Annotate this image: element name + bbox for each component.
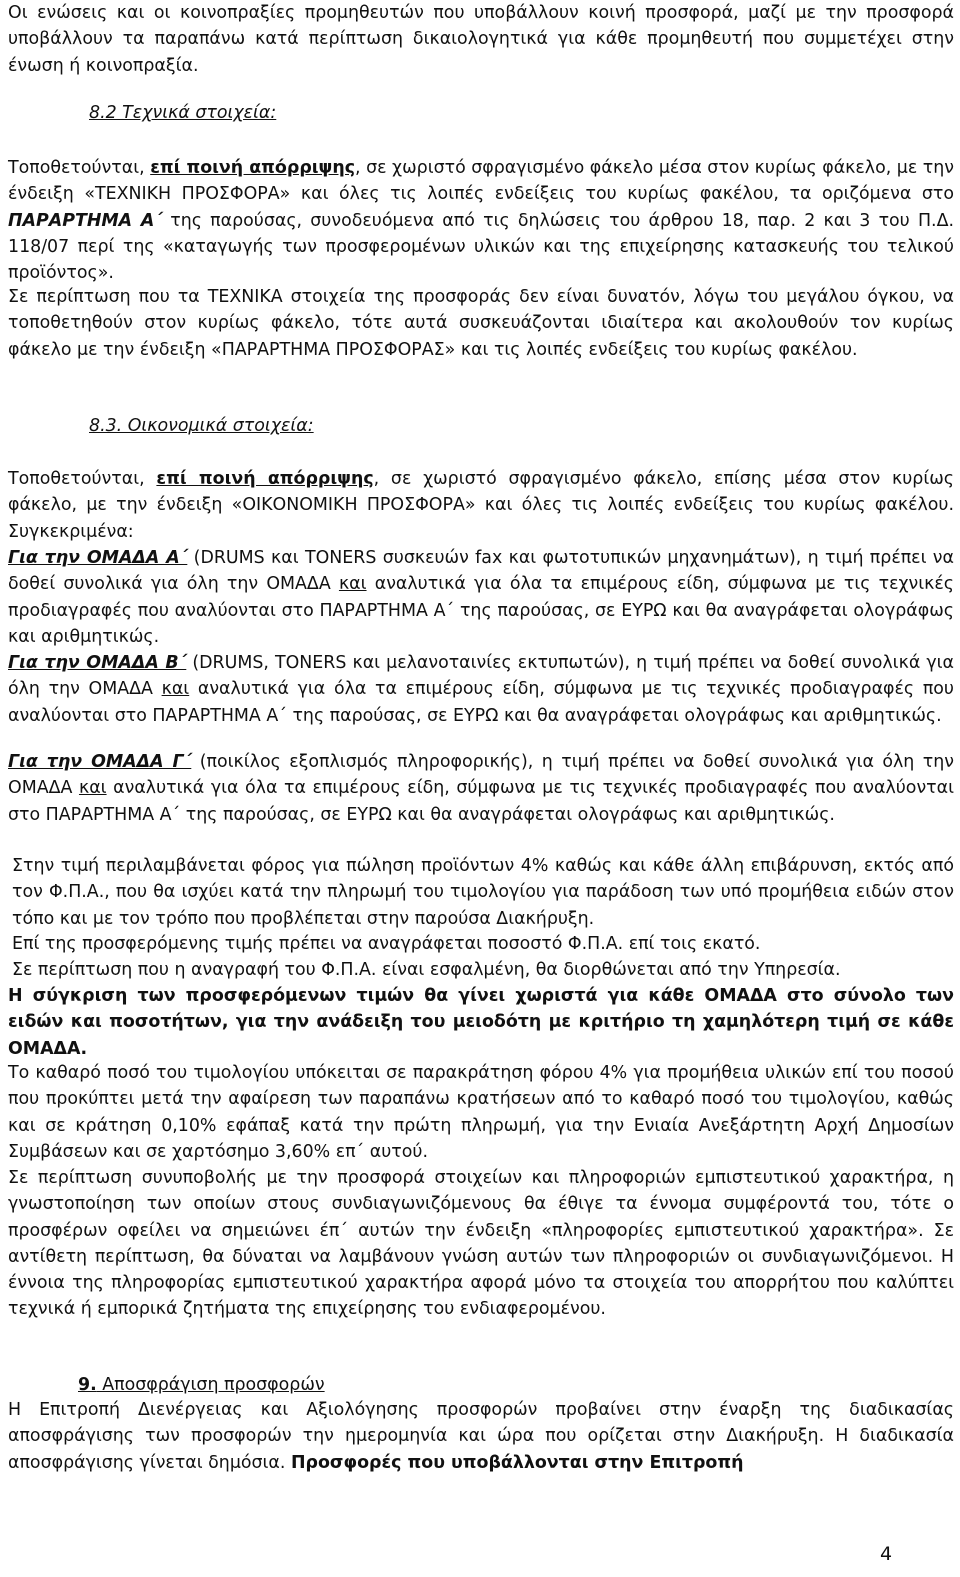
section-8-3-title: 8.3. Οικονομικά στοιχεία:	[89, 416, 314, 436]
vat-note-1: Επί της προσφερόμενης τιμής πρέπει να αναγράφεται ποσοστό Φ.Π.Α. επί τοις εκατό.	[12, 934, 761, 954]
section-8-2-heading	[89, 100, 276, 126]
comparison-paragraph: Η σύγκριση των προσφερόμενων τιμών θα γίνει χωριστά για κάθε ΟΜΑΔΑ στο σύνολο των ειδών και ποσοτήτων, για την ανάδειξη του μειοδότη με κριτήριο τη χαμηλότερη τιμή σε κάθε ΟΜΑΔΑ.	[8, 986, 954, 1059]
section-8-3-heading	[89, 413, 314, 439]
penalty-emphasis: επί ποινή απόρριψης	[156, 469, 374, 489]
annex-a-reference: ΠΑΡΑΡΤΗΜΑ Α΄	[8, 210, 163, 231]
tax-paragraph: Στην τιμή περιλαμβάνεται φόρος για πώληση προϊόντων 4% καθώς και κάθε άλλη επιβάρυνση, εκτός από τον Φ.Π.Α., που θα ισχύει κατά την πληρωμή του τιμολογίου για παράδοση των υπό προμήθεια ειδών στον τόπο και με τον τρόπο που προβλέπεται στην παρούσα Διακήρυξη.	[12, 856, 954, 929]
intro-paragraph: Οι ενώσεις και οι κοινοπραξίες προμηθευτών που υποβάλλουν κοινή προσφορά, μαζί με την προσφορά υποβάλλουν τα παραπάνω κατά περίπτωση δικαιολογητικά για κάθε προμηθευτή που συμμετέχει στην ένωση ή κοινοπραξία.	[8, 3, 954, 76]
confidential-paragraph: Σε περίπτωση συνυποβολής με την προσφορά στοιχείων και πληροφοριών εμπιστευτικού χαρακτήρα, η γνωστοποίηση των οποίων στους συνδιαγωνιζόμενους θα έθιγε τα έννομα συμφέροντά του, τότε ο προσφέρων οφείλει να σημειώνει έπ΄ αυτών την ένδειξη «πληροφορίες εμπιστευτικού χαρακτήρα». Σε αντίθετη περίπτωση, θα δύναται να λαμβάνουν γνώση αυτών των πληροφοριών οι συνδιαγωνιζόμενοι. Η έννοια της πληροφορίας εμπιστευτικού χαρακτήρα αφορά μόνο τα στοιχεία του απορρήτου που καλύπτει τεχνικά ή εμπορικά ζητήματα της επιχείρησης του ενδιαφερομένου.	[8, 1168, 954, 1320]
group-b-label: Για την ΟΜΑΔΑ Β΄	[8, 653, 187, 673]
section-9-bold-text: Προσφορές που υποβάλλονται στην Επιτροπή	[290, 1452, 744, 1473]
section-9-heading	[78, 1372, 325, 1398]
section-8-2-paragraph-2: Σε περίπτωση που τα ΤΕΧΝΙΚΑ στοιχεία της προσφοράς δεν είναι δυνατόν, λόγω του μεγάλου όγκου, να τοποθετηθούν στον κυρίως φάκελο, τότε αυτά συσκευάζονται ιδιαίτερα και ακολουθούν τον κυρίως φάκελο με την ένδειξη «ΠΑΡΑΡΤΗΜΑ ΠΡΟΣΦΟΡΑΣ» και τις λοιπές ενδείξεις του κυρίως φακέλου.	[8, 287, 954, 360]
group-c-paragraph: Για την ΟΜΑΔΑ Γ΄ (ποικίλος εξοπλισμός πληροφορικής), η τιμή πρέπει να δοθεί συνολικά για όλη την ΟΜΑΔΑ και αναλυτικά για όλα τα επιμέρους είδη, σύμφωνα με τις τεχνικές προδιαγραφές που αναλύονται στο ΠΑΡΑΡΤΗΜΑ Α΄ της παρούσας, σε ΕΥΡΩ και θα αναγράφεται ολογράφως και αριθμητικώς.	[8, 752, 954, 825]
penalty-emphasis: επί ποινή απόρριψης	[150, 158, 356, 178]
group-a-label: Για την ΟΜΑΔΑ Α΄	[8, 548, 188, 568]
group-c-label: Για την ΟΜΑΔΑ Γ΄	[8, 752, 192, 772]
section-8-2-title: 8.2 Τεχνικά στοιχεία:	[89, 103, 277, 123]
section-9-paragraph: Η Επιτροπή Διενέργειας και Αξιολόγησης προσφορών προβαίνει στην έναρξη της διαδικασίας αποσφράγισης των προσφορών την ημερομηνία και ώρα που ορίζεται στην Διακήρυξη. Η διαδικασία αποσφράγισης γίνεται δημόσια. Προσφορές που υποβάλλονται στην Επιτροπή	[8, 1400, 954, 1473]
group-b-paragraph: Για την ΟΜΑΔΑ Β΄ (DRUMS, TONERS και μελανοταινίες εκτυπωτών), η τιμή πρέπει να δοθεί συνολικά για όλη την ΟΜΑΔΑ και αναλυτικά για όλα τα επιμέρους είδη, σύμφωνα με τις τεχνικές προδιαγραφές που αναλύονται στο ΠΑΡΑΡΤΗΜΑ Α΄ της παρούσας, σε ΕΥΡΩ και θα αναγράφεται ολογράφως και αριθμητικώς.	[8, 653, 954, 726]
section-8-3-paragraph-1: Τοποθετούνται, επί ποινή απόρριψης, σε χωριστό σφραγισμένο φάκελο, επίσης μέσα στον κυρίως φάκελο, με την ένδειξη «ΟΙΚΟΝΟΜΙΚΗ ΠΡΟΣΦΟΡΑ» και όλες τις λοιπές ενδείξεις του κυρίως φακέλου. Συγκεκριμένα:	[8, 469, 954, 542]
section-9-title: Αποσφράγιση προσφορών	[96, 1375, 325, 1395]
page-number: 4	[880, 1543, 893, 1565]
section-8-2-paragraph-1: Τοποθετούνται, επί ποινή απόρριψης, σε χωριστό σφραγισμένο φάκελο μέσα στον κυρίως φάκελο, με την ένδειξη «ΤΕΧΝΙΚΗ ΠΡΟΣΦΟΡΑ» και όλες τις λοιπές ενδείξεις του κυρίως φακέλου, τα οριζόμενα στο ΠΑΡΑΡΤΗΜΑ Α΄ της παρούσας, συνοδευόμενα από τις δηλώσεις του άρθρου 18, παρ. 2 και 3 του Π.Δ. 118/07 περί της «καταγωγής των προσφερομένων υλικών και της επιχείρησης κατασκευής του τελικού προϊόντος».	[8, 158, 954, 284]
section-9-number: 9.	[78, 1375, 97, 1395]
withholding-paragraph: Το καθαρό ποσό του τιμολογίου υπόκειται σε παρακράτηση φόρου 4% για προμήθεια υλικών επί του ποσού που προκύπτει μετά την αφαίρεση των παραπάνω κρατήσεων από το καθαρό ποσό του τιμολογίου, καθώς και σε κράτηση 0,10% εφάπαξ κατά την πρώτη πληρωμή, για την Ενιαία Ανεξάρτητη Αρχή Δημοσίων Συμβάσεων και σε χαρτόσημο 3,60% επ΄ αυτού.	[8, 1063, 954, 1162]
vat-note-2: Σε περίπτωση που η αναγραφή του Φ.Π.Α. είναι εσφαλμένη, θα διορθώνεται από την Υπηρεσία.	[12, 960, 841, 980]
group-a-paragraph: Για την ΟΜΑΔΑ Α΄ (DRUMS και TONERS συσκευών fax και φωτοτυπικών μηχανημάτων), η τιμή πρέπει να δοθεί συνολικά για όλη την ΟΜΑΔΑ και αναλυτικά για όλα τα επιμέρους είδη, σύμφωνα με τις τεχνικές προδιαγραφές που αναλύονται στο ΠΑΡΑΡΤΗΜΑ Α΄ της παρούσας, σε ΕΥΡΩ και θα αναγράφεται ολογράφως και αριθμητικώς.	[8, 548, 954, 647]
